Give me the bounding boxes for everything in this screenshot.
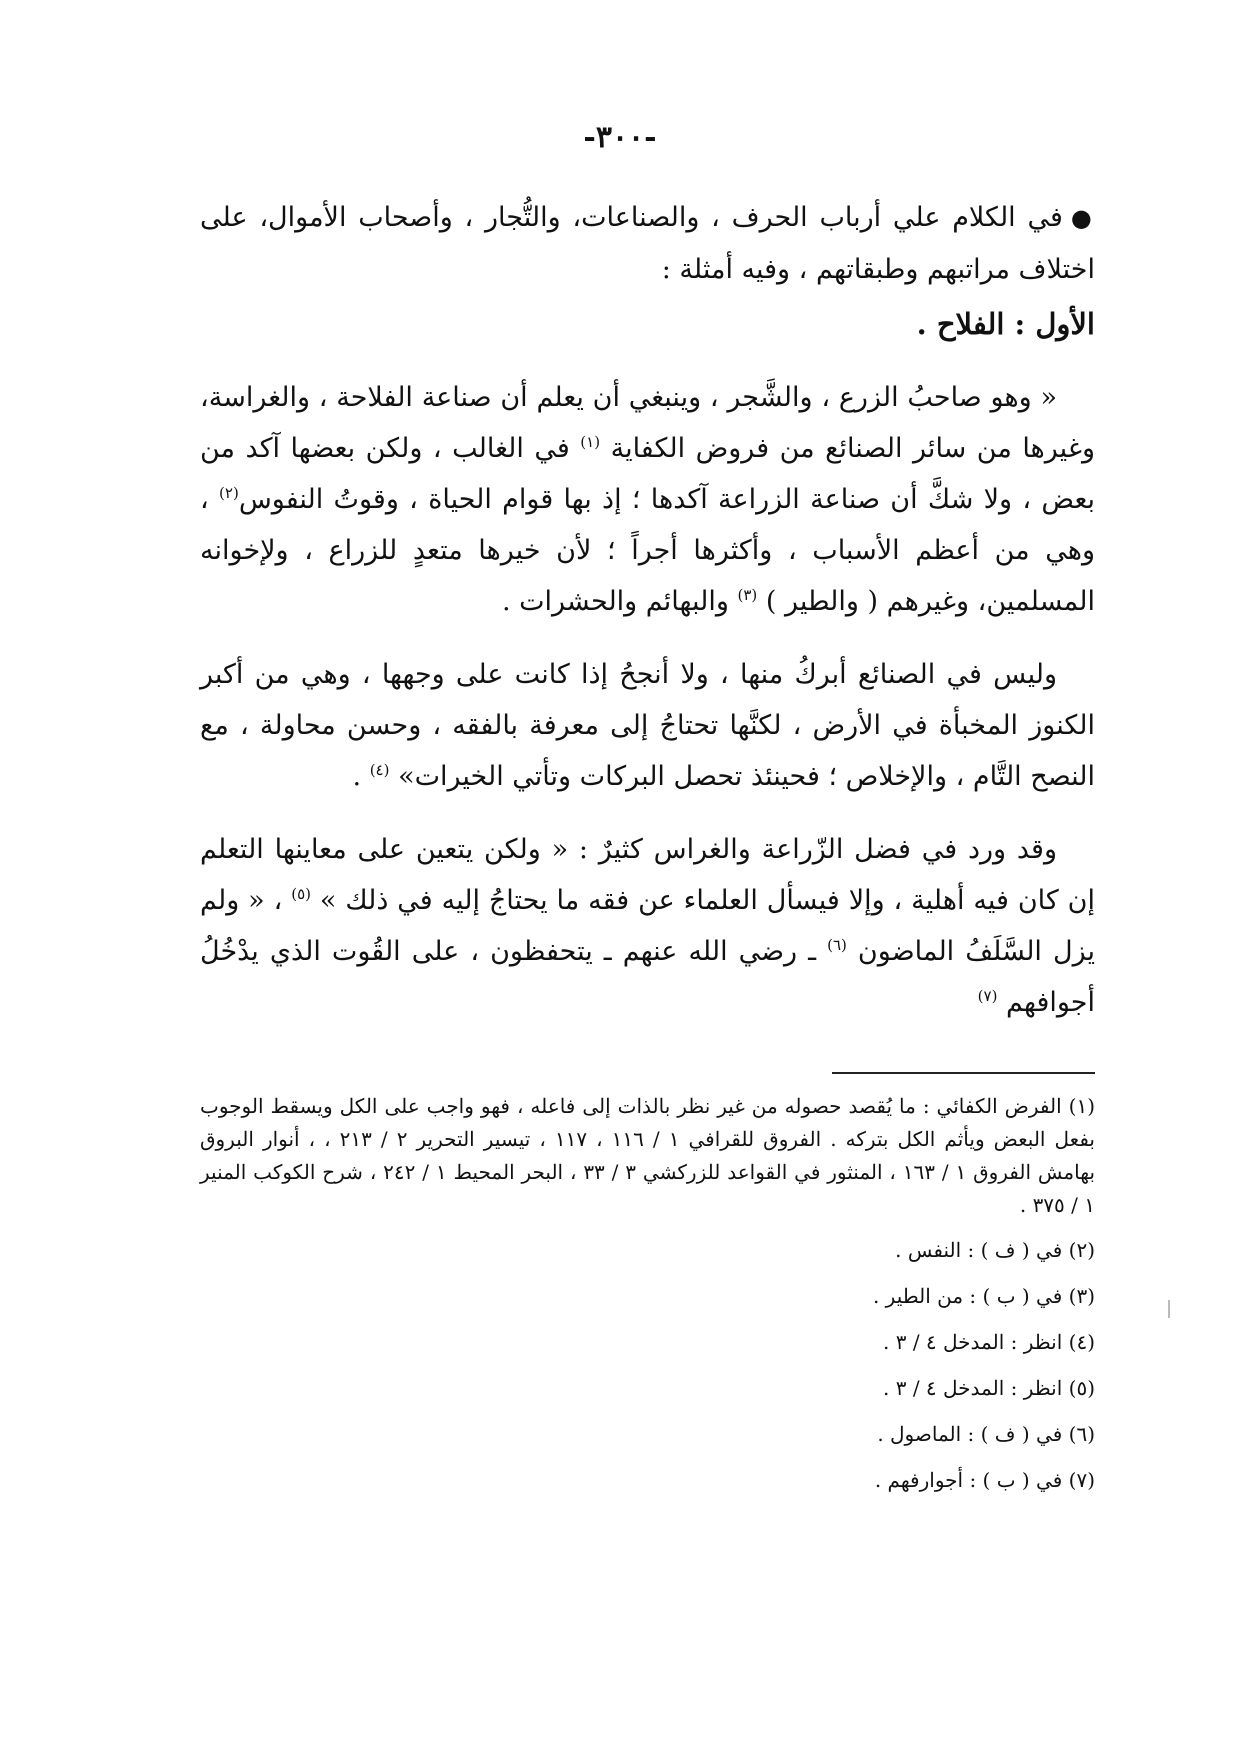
footnotes bbox=[200, 1090, 1095, 1510]
paragraph-1-part-d: والبهائم والحشرات . bbox=[501, 586, 729, 617]
paragraph-3-part-b: ، « ولم يزل السَّلَفُ الماضون bbox=[200, 885, 1095, 967]
note-ref-4[interactable]: (٤) bbox=[369, 761, 390, 779]
page-number: -٣٠٠- bbox=[583, 120, 657, 155]
scan-edge-mark bbox=[1168, 1300, 1170, 1318]
paragraph-1-part-a: « وهو صاحبُ الزرع ، والشَّجر ، وينبغي أن يعلم أن صناعة الفلاحة ، والغراسة، وغيرها من سائر الصنائع من فروض الكفاية bbox=[200, 382, 1095, 464]
paragraph-2-part-b: . bbox=[352, 761, 362, 792]
note-ref-7[interactable]: (٧) bbox=[977, 987, 998, 1005]
intro-paragraph bbox=[200, 192, 1095, 295]
paragraph-1 bbox=[200, 372, 1095, 627]
note-ref-5[interactable]: (٥) bbox=[291, 885, 311, 903]
note-ref-2[interactable]: (٢) bbox=[219, 484, 239, 502]
bullet-icon: ● bbox=[1070, 204, 1095, 232]
paragraph-3-part-a: وقد ورد في فضل الزّراعة والغراس كثيرٌ : « ولكن يتعين على معاينها التعلم إن كان فيه أهلية ، وإلا فيسأل العلماء عن فقه ما يحتاجُ إليه في ذلك » bbox=[200, 834, 1095, 916]
footnote-1: (١) الفرض الكفائي : ما يُقصد حصوله من غير نظر بالذات إلى فاعله ، فهو واجب على الكل ويسقط الوجوب بفعل البعض ويأثم الكل بتركه . الفروق للقرافي ١ / ١١٦ ، ١١٧ ، تيسير التحرير ٢ / ٢١٣ ، ، أنوار البروق بهامش الفروق ١ / ١٦٣ ، المنثور في القواعد للزركشي ٣ / ٣٣ ، البحر المحيط ١ / ٢٤٢ ، شرح الكوكب المنير ١ / ٣٧٥ . bbox=[200, 1094, 1096, 1217]
footnote-2: (٢) في ( ف ) : النفس . bbox=[895, 1238, 1095, 1262]
paragraph-3-part-c: ـ رضي الله عنهم ـ يتحفظون ، على القُوت الذي يدْخُلُ أجوافهم bbox=[200, 936, 1095, 1018]
main-text bbox=[200, 192, 1095, 1050]
section-heading: الأول : الفلاح . bbox=[916, 307, 1095, 341]
footnote-7: (٧) في ( ب ) : أجوارفهم . bbox=[874, 1468, 1095, 1492]
note-ref-6[interactable]: (٦) bbox=[827, 936, 847, 954]
paragraph-2-part-a: وليس في الصنائع أبركُ منها ، ولا أنجحُ إذا كانت على وجهها ، وهي من أكبر الكنوز المخبأة في الأرض ، لكنَّها تحتاجُ إلى معرفة بالفقه ، وحسن محاولة ، مع النصح التَّام ، والإخلاص ؛ فحينئذ تحصل البركات وتأتي الخيرات» bbox=[200, 659, 1095, 792]
paragraph-1-part-c: ، وهي من أعظم الأسباب ، وأكثرها أجراً ؛ لأن خيرها متعدٍ للزراع ، ولإخوانه المسلمين، وغيرهم ( والطير ) bbox=[200, 484, 1095, 617]
note-ref-3[interactable]: (٣) bbox=[737, 586, 758, 604]
paragraph-2 bbox=[200, 649, 1095, 802]
footnote-divider bbox=[832, 1072, 1095, 1074]
footnote-4: (٤) انظر : المدخل ٤ / ٣ . bbox=[883, 1330, 1095, 1354]
footnote-6: (٦) في ( ف ) : الماصول . bbox=[877, 1422, 1095, 1446]
intro-text: في الكلام علي أرباب الحرف ، والصناعات، والتُّجار ، وأصحاب الأموال، على اختلاف مراتبهم وطبقاتهم ، وفيه أمثلة : bbox=[200, 202, 1095, 285]
footnote-3: (٣) في ( ب ) : من الطير . bbox=[872, 1284, 1095, 1308]
paragraph-1-part-b: في الغالب ، ولكن بعضها آكد من بعض ، ولا شكَّ أن صناعة الزراعة آكدها ؛ إذ بها قوام الحياة ، وقوتُ النفوس bbox=[200, 433, 1095, 515]
paragraph-3 bbox=[200, 824, 1095, 1028]
note-ref-1[interactable]: (١) bbox=[580, 433, 601, 451]
footnote-5: (٥) انظر : المدخل ٤ / ٣ . bbox=[883, 1376, 1095, 1400]
